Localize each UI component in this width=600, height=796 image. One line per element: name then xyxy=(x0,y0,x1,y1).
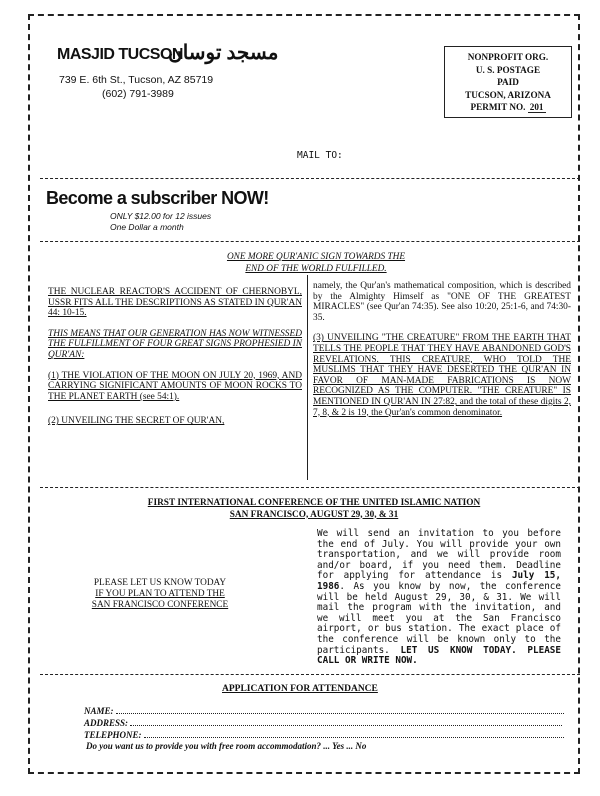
postage-line-4: TUCSON, ARIZONA xyxy=(465,89,551,100)
article-title-line-1: ONE MORE QUR'ANIC SIGN TOWARDS THE xyxy=(226,252,406,262)
article-left-p2: THIS MEANS THAT OUR GENERATION HAS NOW WITNESSED THE FULFILLMENT OF FOUR GREAT SIGNS PROPHESIED IN QUR'AN: xyxy=(48,328,302,360)
mail-to-label: MAIL TO: xyxy=(297,150,343,161)
permit-number: 201 xyxy=(529,102,544,112)
invitation-cta: LET US KNOW TODAY. PLEASE CALL OR WRITE NOW. xyxy=(317,644,561,667)
attend-notice-line-2: IF YOU PLAN TO ATTEND THE xyxy=(95,589,225,599)
address-label: ADDRESS: xyxy=(84,718,129,728)
telephone-field-row xyxy=(84,730,564,740)
permit-line xyxy=(445,101,571,114)
org-address: 739 E. 6th St., Tucson, AZ 85719 xyxy=(59,74,214,86)
article-left-p4: (2) UNVEILING THE SECRET OF QUR'AN, xyxy=(48,416,225,427)
name-label: NAME: xyxy=(84,706,114,716)
divider-subscribe xyxy=(40,241,580,242)
article-title xyxy=(186,252,446,275)
address-field-row xyxy=(84,718,562,728)
postage-line-1: NONPROFIT ORG. xyxy=(467,52,549,62)
divider-top xyxy=(40,178,580,179)
divider-conference xyxy=(40,487,580,488)
arabic-org-name: مسجد توسان xyxy=(168,42,279,64)
conference-title xyxy=(100,498,528,521)
postage-line-2: U. S. POSTAGE xyxy=(475,64,541,75)
name-field-row xyxy=(84,706,564,716)
telephone-label: TELEPHONE: xyxy=(84,730,142,740)
article-right-p2: (3) UNVEILING "THE CREATURE" FROM THE EARTH THAT TELLS THE PEOPLE THAT THEY HAVE ABANDONED GOD'S REVELATIONS. THIS CREATURE, WHO TOLD THE MUSLIMS THAT THEY HAVE DESERTED THE QUR'AN IN FAVOR OF MAN-MADE FABRICATIONS IS NOW RECOGNIZED AS THE COMPUTER. "THE CREATURE" IS MENTIONED IN QUR'AN IN 27:82, and the total of these digits 2, 7, 8, & 2 is 19, the Qur'an's common denominator. xyxy=(313,333,571,418)
column-divider xyxy=(307,275,308,480)
article-title-line-2: END OF THE WORLD FULFILLED. xyxy=(245,263,387,274)
deadline-date: July 15, 1986 xyxy=(317,570,561,592)
subscribe-headline: Become a subscriber NOW! xyxy=(46,188,269,208)
invitation-part-1: We will send an invitation to you before the end of July. You will provide your own transportation, and we will provide room and/or board, if you need them. Deadline for applying for attendance is xyxy=(317,528,561,582)
conference-title-line-2: SAN FRANCISCO, AUGUST 29, 30, & 31 xyxy=(229,509,399,520)
telephone-input-line[interactable] xyxy=(144,730,564,738)
org-phone: (602) 791-3989 xyxy=(102,88,174,100)
name-input-line[interactable] xyxy=(116,706,564,714)
article-right-column xyxy=(313,281,571,428)
room-accommodation-question: Do you want us to provide you with free room accommodation? ... Yes ... No xyxy=(86,741,367,751)
article-right-p1: namely, the Qur'an's mathematical composition, which is described by the Almighty Himself as "ONE OF THE GREATEST MIRACLES" (see Qur'an 74:35). See also 10:20, 25:1-6, and 74:30-35. xyxy=(313,281,571,323)
subscribe-monthly: One Dollar a month xyxy=(110,222,184,232)
article-left-p3: (1) THE VIOLATION OF THE MOON ON JULY 20, 1969, AND CARRYING SIGNIFICANT AMOUNTS OF MOON ROCKS TO THE PLANET EARTH (see 54:1). xyxy=(48,370,302,402)
attend-notice-line-3: SAN FRANCISCO CONFERENCE xyxy=(91,600,229,610)
conference-title-line-1: FIRST INTERNATIONAL CONFERENCE OF THE UNITED ISLAMIC NATION xyxy=(147,498,481,508)
divider-application xyxy=(40,674,580,675)
permit-label: PERMIT NO. xyxy=(470,102,526,112)
postage-line-3: PAID xyxy=(497,77,519,87)
attend-notice xyxy=(70,578,250,611)
subscribe-offer xyxy=(110,211,211,233)
article-left-p1: THE NUCLEAR REACTOR'S ACCIDENT OF CHERNOBYL, USSR FITS ALL THE DESCRIPTIONS AS STATED IN QUR'AN 44: 10-15. xyxy=(48,287,302,319)
address-input-line[interactable] xyxy=(130,718,562,726)
org-name: MASJID TUCSON xyxy=(57,46,183,63)
subscribe-price: ONLY $12.00 for 12 issues xyxy=(110,211,212,221)
invitation-part-2: . As you know by now, the conference will be held August 29, 30, & 31. We will mail the program with the invitation, and we will meet you at the San Francisco airport, or bus station. The exact place of the conference will be known only to the participants. xyxy=(317,580,561,656)
postage-stamp-box xyxy=(444,46,572,118)
attend-notice-line-1: PLEASE LET US KNOW TODAY xyxy=(93,578,227,588)
article-left-column xyxy=(48,287,302,437)
invitation-text xyxy=(317,529,561,667)
application-title: APPLICATION FOR ATTENDANCE xyxy=(222,684,378,694)
